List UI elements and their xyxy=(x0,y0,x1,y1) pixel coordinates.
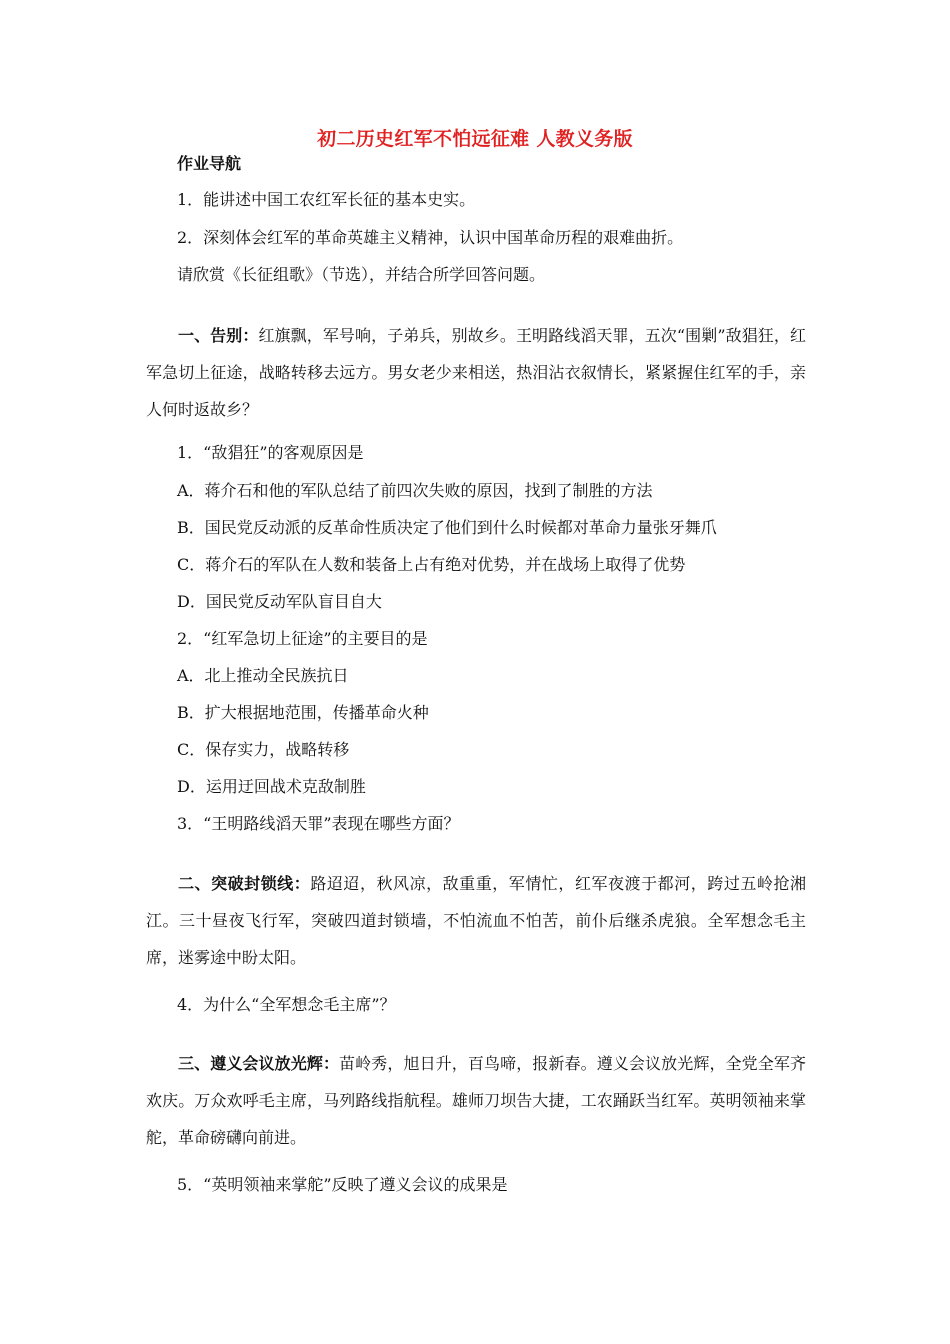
section-1-text: 红旗飘，军号响，子弟兵，别故乡。王明路线滔天罪，五次“围剿”敌猖狂，红军急切上征途，战略转移去远方。男女老少来相送，热泪沾衣叙情长，紧紧握住红军的手，亲人何时返故乡？ xyxy=(146,326,806,419)
section-2-label: 二、突破封锁线： xyxy=(178,874,311,893)
section-heading: 作业导航 xyxy=(177,154,242,173)
question-2-option-a: A．北上推动全民族抗日 xyxy=(177,666,349,685)
guide-item-2: 2．深刻体会红军的革命英雄主义精神，认识中国革命历程的艰难曲折。 xyxy=(177,228,684,247)
question-1-option-c: C．蒋介石的军队在人数和装备上占有绝对优势，并在战场上取得了优势 xyxy=(177,555,686,574)
page-title: 初二历史红军不怕远征难 人教义务版 xyxy=(317,128,633,150)
guide-item-1: 1．能讲述中国工农红军长征的基本史实。 xyxy=(177,190,476,209)
question-1-stem: 1．“敌猖狂”的客观原因是 xyxy=(177,443,364,462)
question-2-option-b: B．扩大根据地范围，传播革命火种 xyxy=(177,703,429,722)
question-3: 3．“王明路线滔天罪”表现在哪些方面？ xyxy=(177,814,460,833)
question-2-option-d: D．运用迂回战术克敌制胜 xyxy=(177,777,366,796)
section-3-text: 苗岭秀，旭日升，百鸟啼，报新春。遵义会议放光辉，全党全军齐欢庆。万众欢呼毛主席，马列路线指航程。雄师刀坝告大捷，工农踊跃当红军。英明领袖来掌舵，革命磅礴向前进。 xyxy=(146,1054,806,1147)
question-1-option-d: D．国民党反动军队盲目自大 xyxy=(177,592,382,611)
section-2-paragraph xyxy=(146,865,806,976)
instruction-text: 请欣赏《长征组歌》（节选），并结合所学回答问题。 xyxy=(177,265,546,284)
question-2-option-c: C．保存实力，战略转移 xyxy=(177,740,350,759)
question-1-option-a: A．蒋介石和他的军队总结了前四次失败的原因，找到了制胜的方法 xyxy=(177,481,653,500)
section-1-paragraph xyxy=(146,317,806,428)
question-2-stem: 2．“红军急切上征途”的主要目的是 xyxy=(177,629,428,648)
section-2-text: 路迢迢，秋风凉，敌重重，军情忙，红军夜渡于都河，跨过五岭抢湘江。三十昼夜飞行军，突破四道封锁墙，不怕流血不怕苦，前仆后继杀虎狼。全军想念毛主席，迷雾途中盼太阳。 xyxy=(146,874,806,967)
section-3-label: 三、遵义会议放光辉： xyxy=(178,1054,340,1073)
question-5: 5．“英明领袖来掌舵”反映了遵义会议的成果是 xyxy=(177,1175,508,1194)
question-4: 4．为什么“全军想念毛主席”？ xyxy=(177,995,396,1014)
question-1-option-b: B．国民党反动派的反革命性质决定了他们到什么时候都对革命力量张牙舞爪 xyxy=(177,518,717,537)
section-3-paragraph xyxy=(146,1045,806,1156)
section-1-label: 一、告别： xyxy=(178,326,259,345)
